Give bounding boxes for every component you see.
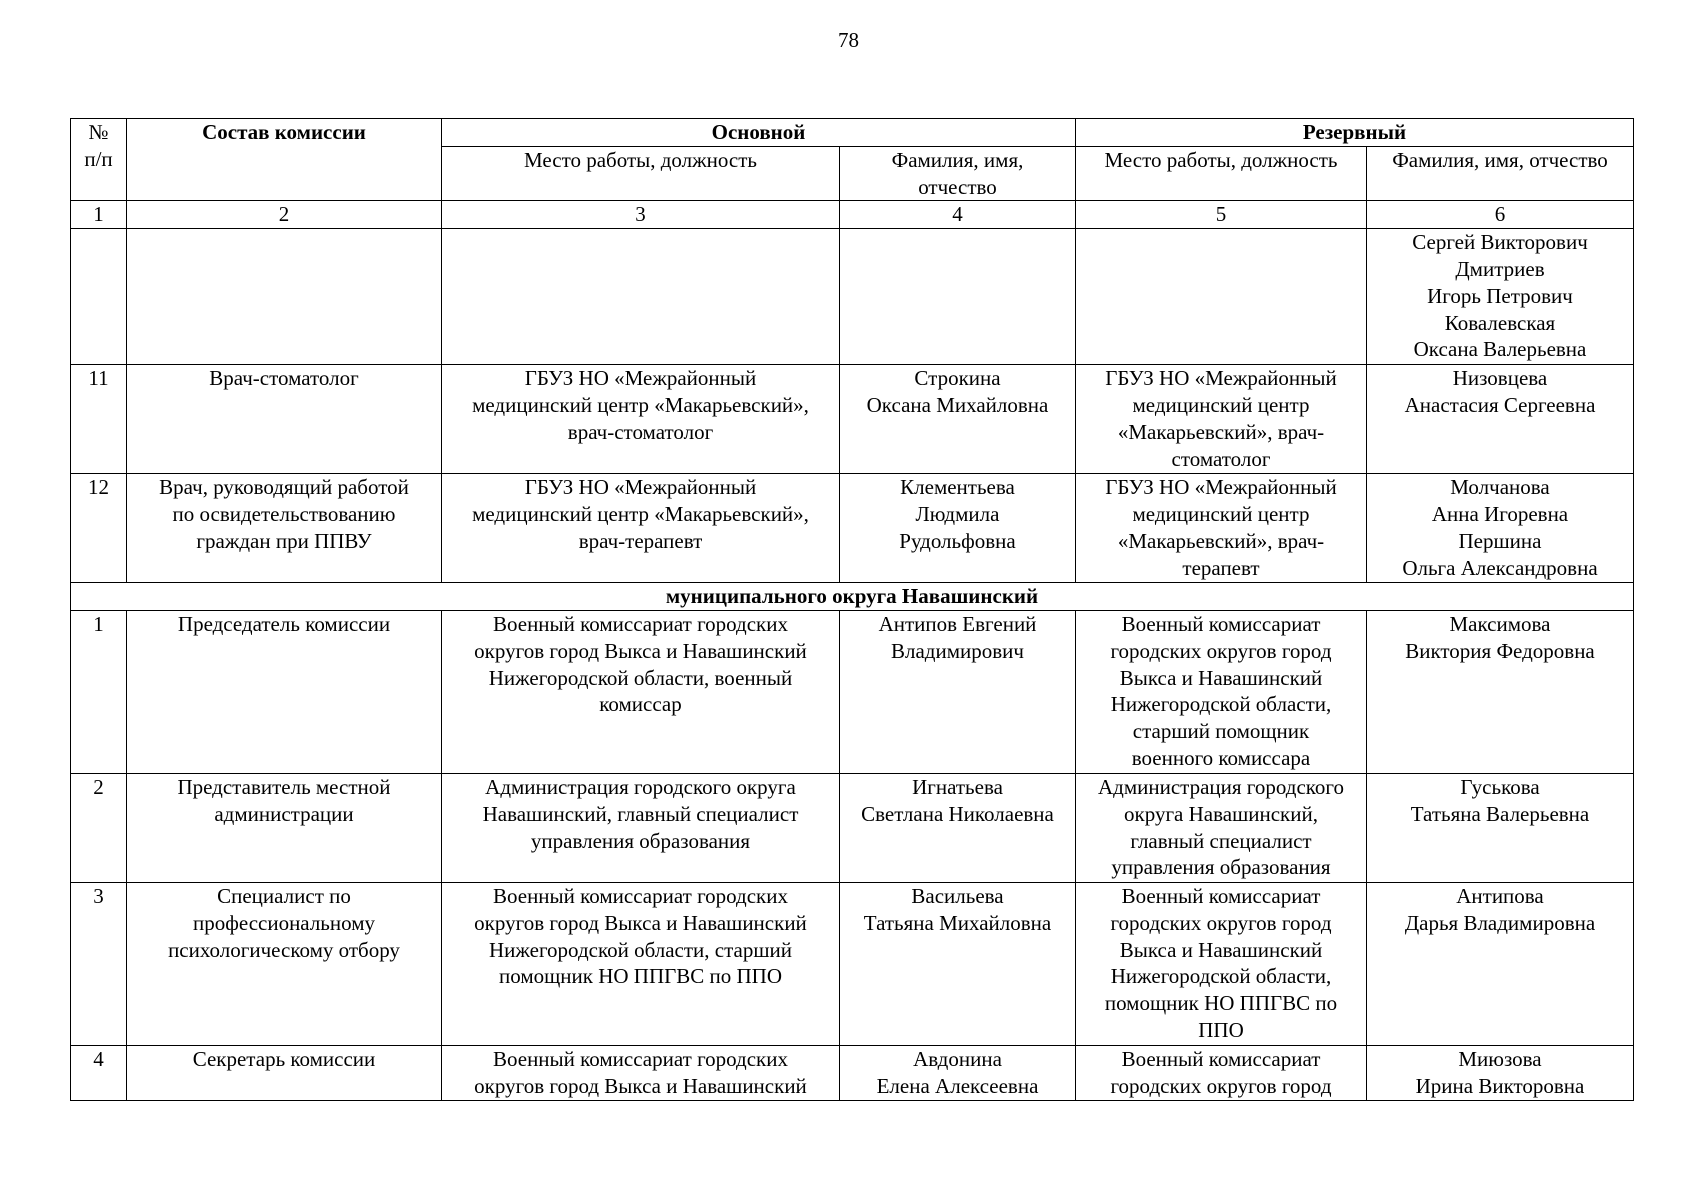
cell-reserve-name: Максимова Виктория Федоровна <box>1367 610 1634 773</box>
cell-reserve-name: Гуськова Татьяна Валерьевна <box>1367 773 1634 882</box>
column-number: 4 <box>840 201 1076 229</box>
header-num: № п/п <box>71 119 127 201</box>
cell-main-name <box>840 229 1076 365</box>
cell-main-name: Авдонина Елена Алексеевна <box>840 1045 1076 1100</box>
cell-main-workplace: Военный комиссариат городских округов город Выкса и Навашинский <box>442 1045 840 1100</box>
cell-reserve-workplace <box>1076 229 1367 365</box>
cell-main-workplace <box>442 229 840 365</box>
cell-reserve-name: Молчанова Анна Игоревна Першина Ольга Александровна <box>1367 474 1634 583</box>
cell-main-name: Строкина Оксана Михайловна <box>840 365 1076 474</box>
column-number-row <box>71 201 1634 229</box>
cell-reserve-workplace: Военный комиссариат городских округов город Выкса и Навашинский Нижегородской области, помощник НО ППГВС по ППО <box>1076 882 1367 1045</box>
continuation-row <box>71 229 1634 365</box>
cell-reserve-name: Сергей Викторович Дмитриев Игорь Петрович Ковалевская Оксана Валерьевна <box>1367 229 1634 365</box>
cell-role: Врач, руководящий работой по освидетельствованию граждан при ППВУ <box>127 474 442 583</box>
cell-main-workplace: ГБУЗ НО «Межрайонный медицинский центр «Макарьевский», врач-терапевт <box>442 474 840 583</box>
cell-role: Врач-стоматолог <box>127 365 442 474</box>
section-header-row <box>71 583 1634 611</box>
cell-num <box>71 229 127 365</box>
cell-reserve-name: Миюзова Ирина Викторовна <box>1367 1045 1634 1100</box>
cell-num: 3 <box>71 882 127 1045</box>
header-reserve-name: Фамилия, имя, отчество <box>1367 146 1634 201</box>
cell-num: 12 <box>71 474 127 583</box>
table-row <box>71 365 1634 474</box>
cell-main-name: Клементьева Людмила Рудольфовна <box>840 474 1076 583</box>
cell-reserve-name: Низовцева Анастасия Сергеевна <box>1367 365 1634 474</box>
cell-reserve-workplace: Военный комиссариат городских округов город <box>1076 1045 1367 1100</box>
table-row <box>71 773 1634 882</box>
cell-role: Представитель местной администрации <box>127 773 442 882</box>
cell-num: 1 <box>71 610 127 773</box>
cell-main-name: Антипов Евгений Владимирович <box>840 610 1076 773</box>
column-number: 5 <box>1076 201 1367 229</box>
cell-main-workplace: Военный комиссариат городских округов город Выкса и Навашинский Нижегородской области, военный комиссар <box>442 610 840 773</box>
cell-reserve-workplace: Военный комиссариат городских округов город Выкса и Навашинский Нижегородской области, старший помощник военного комиссара <box>1076 610 1367 773</box>
header-composition: Состав комиссии <box>127 119 442 201</box>
cell-num: 11 <box>71 365 127 474</box>
column-number: 6 <box>1367 201 1634 229</box>
cell-main-name: Васильева Татьяна Михайловна <box>840 882 1076 1045</box>
cell-role: Специалист по профессиональному психологическому отбору <box>127 882 442 1045</box>
table-row <box>71 610 1634 773</box>
header-reserve: Резервный <box>1076 119 1634 147</box>
cell-reserve-workplace: Администрация городского округа Навашинский, главный специалист управления образования <box>1076 773 1367 882</box>
table-row <box>71 474 1634 583</box>
section-title: муниципального округа Навашинский <box>71 583 1634 611</box>
cell-main-name: Игнатьева Светлана Николаевна <box>840 773 1076 882</box>
cell-num: 2 <box>71 773 127 882</box>
header-reserve-workplace: Место работы, должность <box>1076 146 1367 201</box>
cell-role: Председатель комиссии <box>127 610 442 773</box>
table-row <box>71 882 1634 1045</box>
cell-main-workplace: Военный комиссариат городских округов город Выкса и Навашинский Нижегородской области, старший помощник НО ППГВС по ППО <box>442 882 840 1045</box>
cell-role: Секретарь комиссии <box>127 1045 442 1100</box>
column-number: 1 <box>71 201 127 229</box>
header-main: Основной <box>442 119 1076 147</box>
header-main-name: Фамилия, имя, отчество <box>840 146 1076 201</box>
cell-main-workplace: Администрация городского округа Навашинский, главный специалист управления образования <box>442 773 840 882</box>
cell-reserve-workplace: ГБУЗ НО «Межрайонный медицинский центр «Макарьевский», врач- терапевт <box>1076 474 1367 583</box>
column-number: 3 <box>442 201 840 229</box>
column-number: 2 <box>127 201 442 229</box>
table-row <box>71 1045 1634 1100</box>
cell-role <box>127 229 442 365</box>
header-main-workplace: Место работы, должность <box>442 146 840 201</box>
cell-main-workplace: ГБУЗ НО «Межрайонный медицинский центр «Макарьевский», врач-стоматолог <box>442 365 840 474</box>
cell-reserve-name: Антипова Дарья Владимировна <box>1367 882 1634 1045</box>
cell-reserve-workplace: ГБУЗ НО «Межрайонный медицинский центр «Макарьевский», врач- стоматолог <box>1076 365 1367 474</box>
cell-num: 4 <box>71 1045 127 1100</box>
commission-table <box>70 118 1634 1101</box>
page-number: 78 <box>838 28 859 52</box>
